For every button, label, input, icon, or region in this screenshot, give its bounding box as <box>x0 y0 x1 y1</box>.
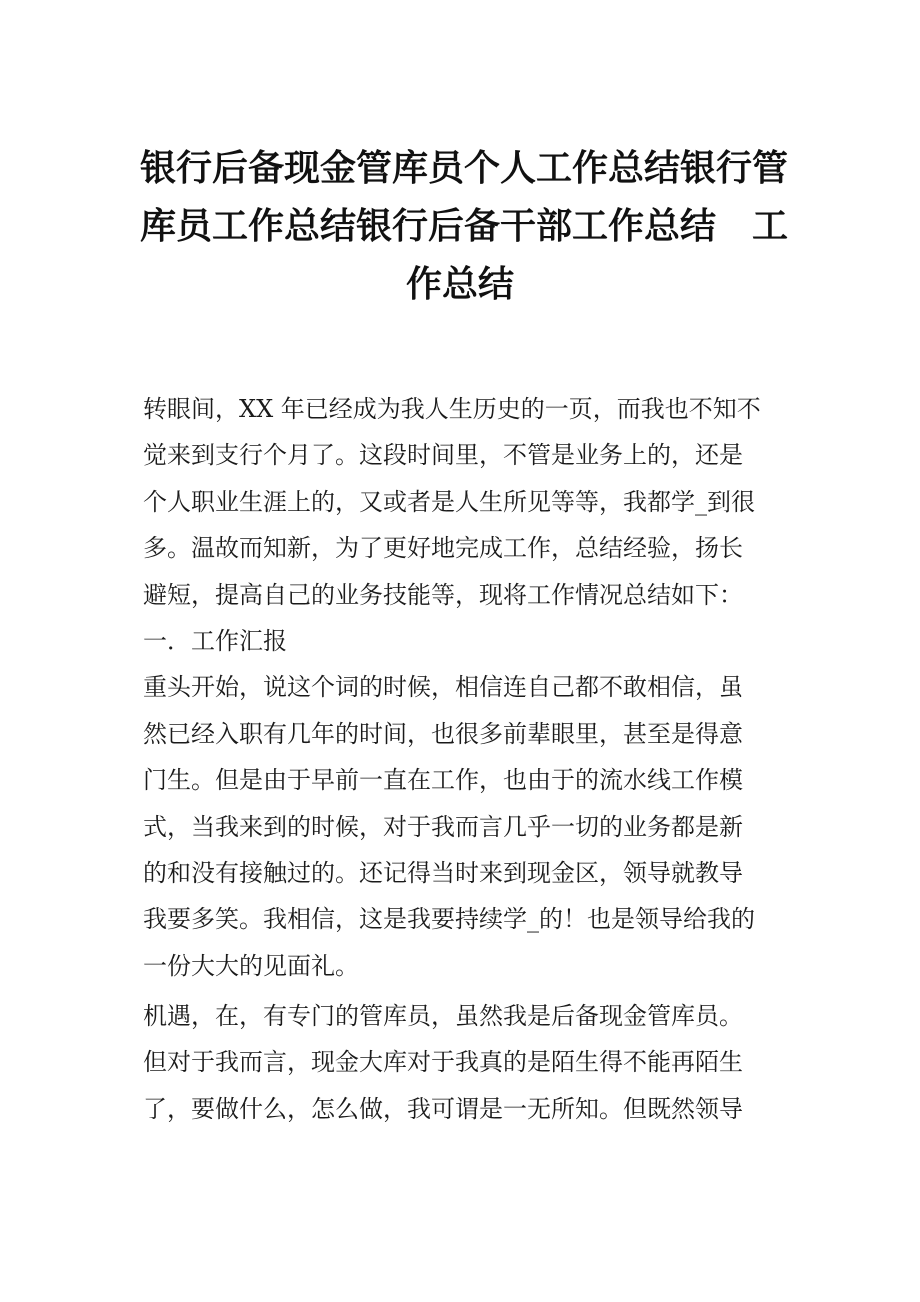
text-line: 了，要做什么，怎么做，我可谓是一无所知。但既然领导 <box>143 1094 743 1123</box>
paragraph-work-report <box>143 664 773 989</box>
text-line: 的和没有接触过的。还记得当时来到现金区，领导就教导 <box>143 858 743 887</box>
document-title <box>140 140 789 314</box>
text-line: 一份大大的见面礼。 <box>143 951 359 980</box>
text-line: 机遇，在，有专门的管库员，虽然我是后备现金管库员。 <box>143 1002 743 1031</box>
section-heading <box>143 618 773 664</box>
text-line: 一．工作汇报 <box>143 626 287 655</box>
title-line: 作总结 <box>405 264 514 305</box>
title-line: 库员工作总结银行后备干部工作总结 工 <box>140 206 789 247</box>
text-line: 重头开始，说这个词的时候，相信连自己都不敢相信，虽 <box>143 673 743 702</box>
text-line: 然已经入职有几年的时间，也很多前辈眼里，甚至是得意 <box>143 719 743 748</box>
paragraph-opportunity <box>143 993 773 1132</box>
text-line: 我要多笑。我相信，这是我要持续学_的！也是领导给我的 <box>143 905 755 934</box>
document-body <box>143 386 773 1132</box>
paragraph-intro <box>143 386 773 618</box>
text-line: 觉来到支行个月了。这段时间里，不管是业务上的，还是 <box>143 441 743 470</box>
text-line: 但对于我而言，现金大库对于我真的是陌生得不能再陌生 <box>143 1048 743 1077</box>
text-line: 转眼间，XX 年已经成为我人生历史的一页，而我也不知不 <box>143 395 761 423</box>
text-line: 门生。但是由于早前一直在工作，也由于的流水线工作模 <box>143 766 743 795</box>
text-line: 避短，提高自己的业务技能等，现将工作情况总结如下： <box>143 580 743 609</box>
text-line: 个人职业生涯上的，又或者是人生所见等等，我都学_到很 <box>143 487 755 516</box>
text-line: 多。温故而知新，为了更好地完成工作，总结经验，扬长 <box>143 534 743 563</box>
title-line: 银行后备现金管库员个人工作总结银行管 <box>140 148 789 189</box>
text-line: 式，当我来到的时候，对于我而言几乎一切的业务都是新 <box>143 812 743 841</box>
